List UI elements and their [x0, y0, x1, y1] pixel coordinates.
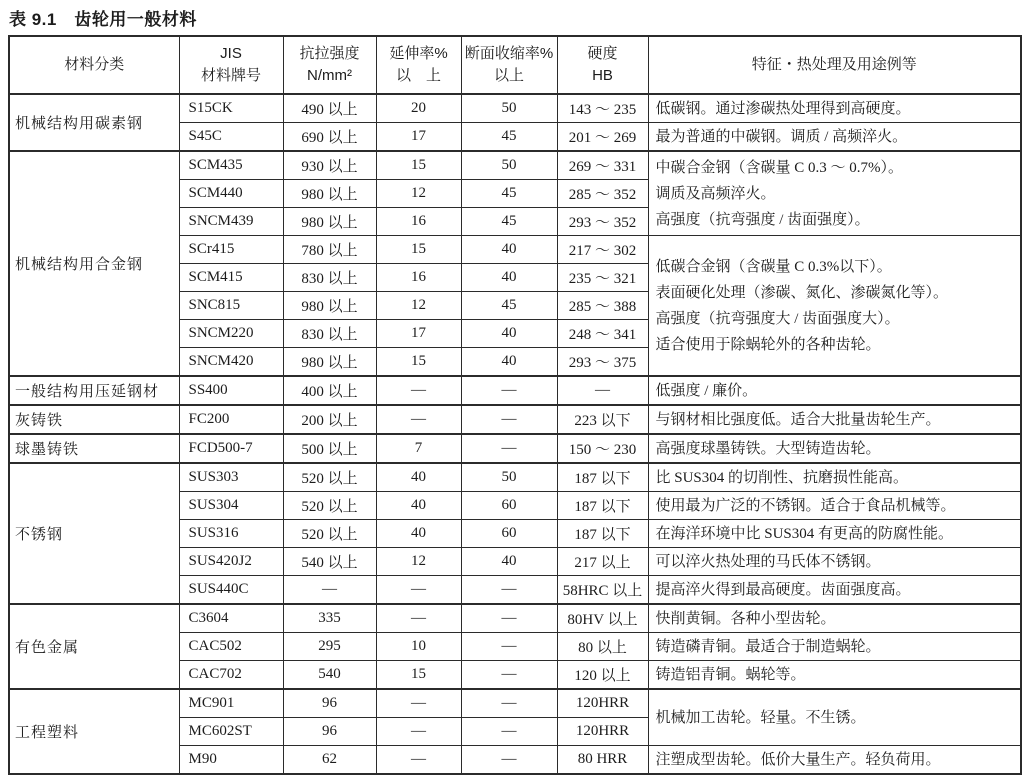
- grade-cell: SNCM439: [179, 208, 283, 236]
- material-class-cell: 球墨铸铁: [9, 434, 179, 463]
- header-label: 延伸率%: [389, 45, 448, 62]
- feature-cell: [648, 661, 1021, 690]
- feature-cell: [648, 689, 1021, 746]
- elongation-cell: 17: [376, 320, 461, 348]
- grade-cell: SCM415: [179, 264, 283, 292]
- col-header-tensile-strength: [283, 36, 376, 94]
- feature-line: 在海洋环境中比 SUS304 有更高的防腐性能。: [655, 525, 954, 542]
- elongation-cell: 16: [376, 264, 461, 292]
- hardness-cell: 293 ～ 375: [557, 348, 648, 377]
- header-label: HB: [592, 67, 613, 84]
- feature-cell: [648, 123, 1021, 152]
- feature-cell: [648, 576, 1021, 605]
- grade-cell: SNCM220: [179, 320, 283, 348]
- hardness-cell: 285 ～ 388: [557, 292, 648, 320]
- elongation-cell: —: [376, 604, 461, 633]
- grade-cell: SUS420J2: [179, 548, 283, 576]
- tensile-cell: 830 以上: [283, 320, 376, 348]
- reduction-cell: —: [461, 434, 557, 463]
- table-row: [9, 434, 1021, 463]
- feature-cell: [648, 405, 1021, 434]
- feature-cell: [648, 492, 1021, 520]
- feature-line: 注塑成型齿轮。低价大量生产。轻负荷用。: [655, 751, 941, 768]
- hardness-cell: 201 ～ 269: [557, 123, 648, 152]
- header-label: 以上: [493, 67, 524, 84]
- feature-cell: [648, 463, 1021, 492]
- elongation-cell: —: [376, 576, 461, 605]
- hardness-cell: 285 ～ 352: [557, 180, 648, 208]
- hardness-cell: 80HV 以上: [557, 604, 648, 633]
- elongation-cell: 15: [376, 151, 461, 180]
- elongation-cell: 17: [376, 123, 461, 152]
- elongation-cell: —: [376, 376, 461, 405]
- table-title: 表 9.1 齿轮用一般材料: [9, 10, 197, 29]
- col-header-features: [648, 36, 1021, 94]
- grade-cell: SUS440C: [179, 576, 283, 605]
- material-class-cell: 机械结构用合金钢: [9, 151, 179, 376]
- reduction-cell: —: [461, 718, 557, 746]
- feature-line: 低强度 / 廉价。: [655, 382, 758, 399]
- feature-line: 适合使用于除蜗轮外的各种齿轮。: [655, 336, 881, 353]
- elongation-cell: —: [376, 405, 461, 434]
- tensile-cell: 980 以上: [283, 348, 376, 377]
- feature-line: 表面硬化处理（渗碳、氮化、渗碳氮化等）。: [655, 284, 949, 301]
- table-row: [9, 94, 1021, 123]
- reduction-cell: —: [461, 746, 557, 775]
- elongation-cell: 16: [376, 208, 461, 236]
- col-header-reduction-of-area: [461, 36, 557, 94]
- feature-line: 中碳合金钢（含碳量 C 0.3 ～ 0.7%）。: [655, 159, 904, 176]
- table-row: [9, 689, 1021, 718]
- hardness-cell: 120HRR: [557, 718, 648, 746]
- header-label: 材料牌号: [200, 67, 261, 84]
- grade-cell: SNCM420: [179, 348, 283, 377]
- material-class-cell: 机械结构用碳素钢: [9, 94, 179, 151]
- feature-cell: [648, 746, 1021, 775]
- header-row: [9, 36, 1021, 94]
- col-header-jis-grade: [179, 36, 283, 94]
- elongation-cell: 40: [376, 463, 461, 492]
- grade-cell: SNC815: [179, 292, 283, 320]
- header-label: 材料分类: [64, 56, 125, 73]
- feature-cell: [648, 236, 1021, 377]
- elongation-cell: 12: [376, 180, 461, 208]
- reduction-cell: —: [461, 633, 557, 661]
- grade-cell: C3604: [179, 604, 283, 633]
- hardness-cell: 120 以上: [557, 661, 648, 690]
- tensile-cell: 335: [283, 604, 376, 633]
- hardness-cell: 187 以下: [557, 463, 648, 492]
- feature-line: 使用最为广泛的不锈钢。适合于食品机械等。: [655, 497, 956, 514]
- hardness-cell: 80 以上: [557, 633, 648, 661]
- reduction-cell: 45: [461, 123, 557, 152]
- feature-line: 最为普通的中碳钢。调质 / 高频淬火。: [655, 128, 908, 145]
- hardness-cell: 187 以下: [557, 520, 648, 548]
- hardness-cell: 217 以上: [557, 548, 648, 576]
- hardness-cell: 120HRR: [557, 689, 648, 718]
- hardness-cell: 293 ～ 352: [557, 208, 648, 236]
- reduction-cell: —: [461, 576, 557, 605]
- feature-line: 低碳合金钢（含碳量 C 0.3%以下）。: [655, 258, 892, 275]
- elongation-cell: 7: [376, 434, 461, 463]
- header-label: 特征・热处理及用途例等: [751, 56, 917, 73]
- hardness-cell: 187 以下: [557, 492, 648, 520]
- hardness-cell: 143 ～ 235: [557, 94, 648, 123]
- feature-line: 铸造磷青铜。最适合于制造蜗轮。: [655, 638, 881, 655]
- reduction-cell: 40: [461, 236, 557, 264]
- feature-cell: [648, 633, 1021, 661]
- material-class-cell: 一般结构用压延钢材: [9, 376, 179, 405]
- hardness-cell: 248 ～ 341: [557, 320, 648, 348]
- material-class-cell: 不锈钢: [9, 463, 179, 604]
- elongation-cell: —: [376, 746, 461, 775]
- reduction-cell: 40: [461, 264, 557, 292]
- hardness-cell: 269 ～ 331: [557, 151, 648, 180]
- header-label: 抗拉强度: [299, 45, 360, 62]
- table-row: [9, 463, 1021, 492]
- reduction-cell: 45: [461, 292, 557, 320]
- hardness-cell: —: [557, 376, 648, 405]
- tensile-cell: 980 以上: [283, 208, 376, 236]
- feature-line: 高强度球墨铸铁。大型铸造齿轮。: [655, 440, 881, 457]
- elongation-cell: 10: [376, 633, 461, 661]
- feature-cell: [648, 548, 1021, 576]
- grade-cell: FCD500-7: [179, 434, 283, 463]
- reduction-cell: 40: [461, 548, 557, 576]
- feature-line: 铸造铝青铜。蜗轮等。: [655, 666, 806, 683]
- col-header-material-class: [9, 36, 179, 94]
- table-row: [9, 405, 1021, 434]
- grade-cell: SCr415: [179, 236, 283, 264]
- feature-cell: [648, 434, 1021, 463]
- header-label: N/mm²: [307, 67, 352, 84]
- reduction-cell: 40: [461, 348, 557, 377]
- grade-cell: SCM435: [179, 151, 283, 180]
- header-label: JIS: [220, 45, 242, 62]
- feature-cell: [648, 520, 1021, 548]
- reduction-cell: 45: [461, 208, 557, 236]
- tensile-cell: 930 以上: [283, 151, 376, 180]
- hardness-cell: 223 以下: [557, 405, 648, 434]
- grade-cell: SS400: [179, 376, 283, 405]
- tensile-cell: 520 以上: [283, 492, 376, 520]
- tensile-cell: 980 以上: [283, 180, 376, 208]
- elongation-cell: 12: [376, 548, 461, 576]
- tensile-cell: 500 以上: [283, 434, 376, 463]
- feature-line: 机械加工齿轮。轻量。不生锈。: [655, 709, 866, 726]
- elongation-cell: 12: [376, 292, 461, 320]
- tensile-cell: 520 以上: [283, 520, 376, 548]
- material-class-cell: 灰铸铁: [9, 405, 179, 434]
- tensile-cell: 96: [283, 718, 376, 746]
- table-head: [9, 36, 1021, 94]
- tensile-cell: 490 以上: [283, 94, 376, 123]
- reduction-cell: —: [461, 604, 557, 633]
- tensile-cell: 780 以上: [283, 236, 376, 264]
- feature-line: 与钢材相比强度低。适合大批量齿轮生产。: [655, 411, 941, 428]
- grade-cell: SCM440: [179, 180, 283, 208]
- feature-line: 提高淬火得到最高硬度。齿面强度高。: [655, 581, 911, 598]
- reduction-cell: 50: [461, 463, 557, 492]
- elongation-cell: —: [376, 718, 461, 746]
- grade-cell: M90: [179, 746, 283, 775]
- header-label: 断面收缩率%: [464, 45, 554, 62]
- grade-cell: SUS303: [179, 463, 283, 492]
- tensile-cell: 62: [283, 746, 376, 775]
- feature-line: 低碳钢。通过渗碳热处理得到高硬度。: [655, 100, 911, 117]
- tensile-cell: 200 以上: [283, 405, 376, 434]
- col-header-elongation: [376, 36, 461, 94]
- feature-line: 比 SUS304 的切削性、抗磨损性能高。: [655, 469, 909, 486]
- grade-cell: S45C: [179, 123, 283, 152]
- hardness-cell: 58HRC 以上: [557, 576, 648, 605]
- reduction-cell: 50: [461, 151, 557, 180]
- tensile-cell: 980 以上: [283, 292, 376, 320]
- header-label: 以 上: [395, 67, 441, 84]
- reduction-cell: 40: [461, 320, 557, 348]
- reduction-cell: 50: [461, 94, 557, 123]
- hardness-cell: 150 ～ 230: [557, 434, 648, 463]
- gear-materials-table: [8, 35, 1022, 775]
- grade-cell: FC200: [179, 405, 283, 434]
- tensile-cell: 540 以上: [283, 548, 376, 576]
- col-header-hardness: [557, 36, 648, 94]
- tensile-cell: 690 以上: [283, 123, 376, 152]
- grade-cell: CAC502: [179, 633, 283, 661]
- feature-line: 快削黄铜。各种小型齿轮。: [655, 610, 836, 627]
- feature-line: 可以淬火热处理的马氏体不锈钢。: [655, 553, 881, 570]
- elongation-cell: 40: [376, 492, 461, 520]
- tensile-cell: 400 以上: [283, 376, 376, 405]
- material-class-cell: 工程塑料: [9, 689, 179, 774]
- table-row: [9, 151, 1021, 180]
- feature-line: 高强度（抗弯强度大 / 齿面强度大）。: [655, 310, 900, 327]
- elongation-cell: —: [376, 689, 461, 718]
- table-body: [9, 94, 1021, 774]
- grade-cell: S15CK: [179, 94, 283, 123]
- elongation-cell: 15: [376, 236, 461, 264]
- feature-line: 调质及高频淬火。: [655, 185, 776, 202]
- hardness-cell: 217 ～ 302: [557, 236, 648, 264]
- elongation-cell: 40: [376, 520, 461, 548]
- material-class-cell: 有色金属: [9, 604, 179, 689]
- feature-line: 高强度（抗弯强度 / 齿面强度）。: [655, 211, 870, 228]
- feature-cell: [648, 94, 1021, 123]
- reduction-cell: 45: [461, 180, 557, 208]
- tensile-cell: 295: [283, 633, 376, 661]
- elongation-cell: 20: [376, 94, 461, 123]
- reduction-cell: —: [461, 689, 557, 718]
- reduction-cell: 60: [461, 520, 557, 548]
- grade-cell: MC901: [179, 689, 283, 718]
- tensile-cell: 520 以上: [283, 463, 376, 492]
- grade-cell: SUS304: [179, 492, 283, 520]
- feature-cell: [648, 151, 1021, 236]
- feature-cell: [648, 376, 1021, 405]
- reduction-cell: —: [461, 376, 557, 405]
- table-row: [9, 604, 1021, 633]
- header-label: 硬度: [587, 45, 618, 62]
- tensile-cell: 830 以上: [283, 264, 376, 292]
- grade-cell: SUS316: [179, 520, 283, 548]
- elongation-cell: 15: [376, 348, 461, 377]
- grade-cell: CAC702: [179, 661, 283, 690]
- table-row: [9, 376, 1021, 405]
- grade-cell: MC602ST: [179, 718, 283, 746]
- reduction-cell: —: [461, 661, 557, 690]
- tensile-cell: 96: [283, 689, 376, 718]
- tensile-cell: 540: [283, 661, 376, 690]
- reduction-cell: 60: [461, 492, 557, 520]
- hardness-cell: 80 HRR: [557, 746, 648, 775]
- hardness-cell: 235 ～ 321: [557, 264, 648, 292]
- reduction-cell: —: [461, 405, 557, 434]
- feature-cell: [648, 604, 1021, 633]
- tensile-cell: —: [283, 576, 376, 605]
- elongation-cell: 15: [376, 661, 461, 690]
